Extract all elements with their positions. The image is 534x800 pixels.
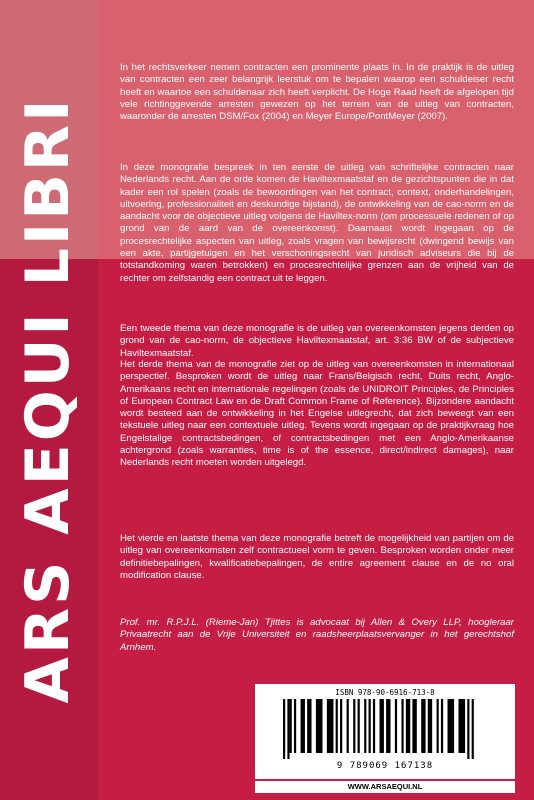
barcode-bar xyxy=(369,699,371,753)
barcode-bar xyxy=(448,699,455,753)
publisher-website: WWW.ARSAEQUI.NL xyxy=(255,781,515,793)
barcode-bar xyxy=(336,699,338,753)
barcode-bar xyxy=(406,699,410,753)
barcode-bar xyxy=(327,699,334,753)
barcode-bar xyxy=(437,699,439,753)
series-title: ARS AEQUI LIBRI xyxy=(13,96,83,704)
barcode-bars xyxy=(283,699,487,759)
barcode-digits: 9 789069 167138 xyxy=(336,761,434,771)
barcode-bar xyxy=(340,699,342,753)
barcode-bar xyxy=(290,699,292,753)
barcode-bar xyxy=(287,699,289,759)
barcode-bar xyxy=(353,699,355,753)
barcode-bar xyxy=(401,699,403,753)
barcode-bar xyxy=(395,699,397,753)
blurb-paragraph: In het rechtsverkeer nemen contracten een prominente plaats in. In de praktijk is de uitleg van contracten een zeer belangrijk leerstuk om te bepalen waarop een schuldeiser recht heeft en waartoe een schuldenaar zich heeft verplicht. De Hoge Raad heeft de afgelopen tijd vele richtinggevende arresten gewezen op het terrein van de uitleg van contracten, waaronder de arresten DSM/Fox (2004) en Meyer Europe/PontMeyer (2007). xyxy=(120,62,514,123)
barcode-bar xyxy=(301,699,305,753)
barcode-bar xyxy=(428,699,432,753)
barcode-bar xyxy=(373,699,375,753)
blurb-paragraph: In deze monografie bespreek in ten eerste de uitleg van schriftelijke contracten naar Nederlands recht. Aan de orde komen de Haviltexmaatstaf en de gezichtspunten die in dat kader een rol spelen (zoals de bewoordingen van het contract, context, onderhandelingen, uitvoering, professionaliteit en deskundige bijstand), de ontwikkeling van de cao-norm en de aandacht voor de objectieve uitleg volgens de Haviltex-norm (om processuele redenen of op grond van de aard van de overeenkomst). Daarnaast wordt ingegaan op de procesrechtelijke aspecten van uitleg, zoals vragen van bewijsrecht (dwingend bewijs van een akte, partijgetuigen en het verschoningsrecht van juridisch adviseurs die bij de totstandkoming waren betrokken) en procesrechtelijke grenzen aan de vrijheid van de rechter om zelfstandig een contract uit te leggen. xyxy=(120,162,514,284)
barcode xyxy=(255,684,515,779)
barcode-bar xyxy=(294,699,296,753)
barcode-bar xyxy=(467,699,469,759)
author-note: Prof. mr. R.P.J.L. (Rieme-Jan) Tjittes is advocaat bij Allen & Overy LLP, hoogleraar Privaatrecht aan de Vrije Universiteit en raadsheerplaatsvervanger in het gerechtshof Arnhem. xyxy=(120,617,514,653)
barcode-bar xyxy=(364,699,366,753)
barcode-bar xyxy=(458,699,465,753)
barcode-bar xyxy=(358,699,360,753)
barcode-bar xyxy=(283,699,285,759)
barcode-bar xyxy=(307,699,311,753)
blurb-paragraph: Het vierde en laatste thema van deze monografie betreft de mogelijkheid van partijen om de uitleg van overeenkomsten zelf contractueel vorm te geven. Besproken worden onder meer definitiebepalingen, kwalificatiebepalingen, de entire agreement clause en de no oral modification clause. xyxy=(120,533,514,581)
blurb-paragraph: Het derde thema van de monografie ziet op de uitleg van overeenkomsten in internationaal perspectief. Besproken wordt de uitleg naar Frans/Belgisch recht, Duits recht, Anglo-Amerikaans recht en internationale regelingen (zoals de UNIDROIT Principles, de Principles of European Contract Law en de Draft Common Frame of Reference). Bijzondere aandacht wordt besteed aan de ontwikkeling in het Engelse uitlegrecht, dat zich beweegt van een tekstuele uitleg naar een contextuele uitleg. Tevens wordt ingegaan op de praktijkvraag hoe Engelstalige contractsbedingen, of contractsbedingen met een Anglo-Amerikaanse achtergrond (zoals warranties, time is of the essence, direct/indirect damages), naar Nederlands recht moeten worden uitgelegd. xyxy=(120,359,514,469)
blurb-paragraph: Een tweede thema van deze monografie is de uitleg van overeenkomsten jegens derden op grond van de cao-norm, de objectieve Haviltexmaatstaf, art. 3:36 BW of de subjectieve Haviltexmaatstaf. xyxy=(120,323,514,359)
barcode-bar xyxy=(386,699,390,753)
barcode-bar xyxy=(441,699,443,753)
barcode-bar xyxy=(421,699,425,753)
barcode-bar xyxy=(380,699,384,753)
barcode-bar xyxy=(347,699,349,753)
barcode-bar xyxy=(472,699,474,759)
isbn-label: ISBN 978-90-6916-713-8 xyxy=(335,688,435,697)
barcode-bar xyxy=(316,699,323,753)
barcode-bar xyxy=(412,699,416,753)
